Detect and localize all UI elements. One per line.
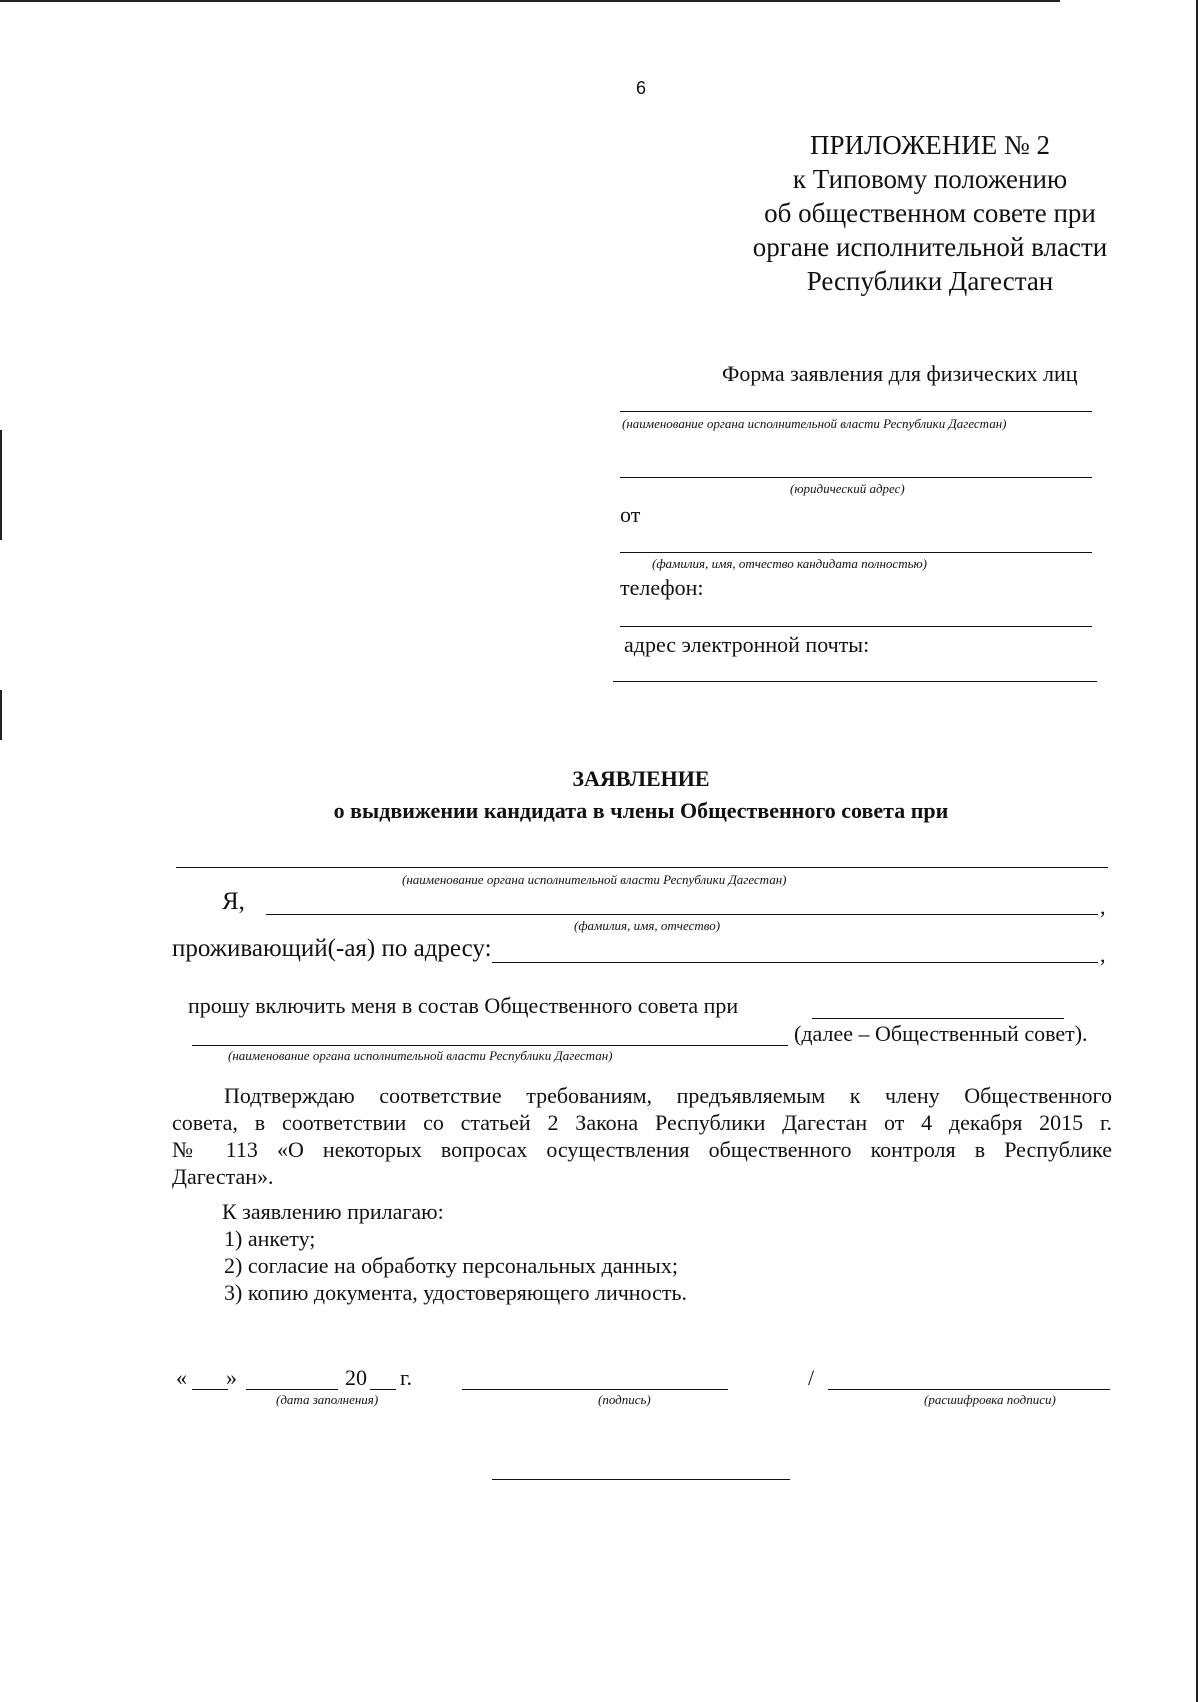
scan-left-mark: [0, 430, 2, 540]
attachment-item: 2) согласие на обработку персональных данных;: [224, 1253, 678, 1278]
statement-organ-line[interactable]: [176, 867, 1108, 868]
organ-name-caption: (наименование органа исполнительной власти Республики Дагестан): [622, 416, 1007, 431]
date-quote-close: »: [226, 1365, 237, 1390]
email-line[interactable]: [613, 681, 1097, 682]
residence-comma: ,: [1100, 942, 1106, 967]
date-day-line[interactable]: [192, 1389, 228, 1390]
applicant-fio-caption: (фамилия, имя, отчество): [574, 918, 721, 933]
fio-comma: ,: [1100, 894, 1106, 919]
request-organ-line-2[interactable]: [192, 1045, 788, 1046]
signature-line[interactable]: [462, 1389, 728, 1390]
appendix-title: ПРИЛОЖЕНИЕ № 2: [809, 130, 1051, 160]
residence-address-line[interactable]: [492, 962, 1098, 963]
signature-decode-line[interactable]: [828, 1389, 1110, 1390]
appendix-line: об общественном совете при: [764, 198, 1096, 228]
attachments-block: [224, 1198, 687, 1306]
confirmation-line: Дагестан».: [172, 1164, 274, 1189]
confirmation-line: Подтверждаю соответствие требованиям, предъявляемым к члену Общественного: [224, 1083, 1112, 1108]
statement-organ-caption: (наименование органа исполнительной власти Республики Дагестан): [402, 872, 787, 887]
email-label: адрес электронной почты:: [624, 632, 870, 657]
scan-top-edge: [0, 0, 1060, 2]
date-month-line[interactable]: [246, 1389, 338, 1390]
date-year-prefix: 20: [345, 1365, 367, 1390]
date-quote-open: «: [176, 1365, 187, 1390]
page-number: 6: [636, 78, 647, 98]
organ-name-line[interactable]: [620, 411, 1092, 412]
request-text: прошу включить меня в состав Общественного совета при: [188, 993, 739, 1018]
confirmation-line: № 113 «О некоторых вопросах осуществления общественного контроля в Республике: [172, 1137, 1112, 1162]
statement-subtitle: о выдвижении кандидата в члены Общественного совета при: [333, 798, 949, 823]
signature-caption: (подпись): [598, 1392, 651, 1407]
statement-title: ЗАЯВЛЕНИЕ: [572, 766, 710, 791]
appendix-line: к Типовому положению: [792, 164, 1068, 194]
request-organ-line-1[interactable]: [812, 1018, 1064, 1019]
scan-right-edge: [1196, 0, 1198, 1702]
request-tail: (далее – Общественный совет).: [794, 1021, 1088, 1046]
candidate-fio-line[interactable]: [620, 552, 1092, 553]
appendix-line: органе исполнительной власти: [752, 232, 1108, 262]
date-year-line[interactable]: [370, 1389, 396, 1390]
form-title: Форма заявления для физических лиц: [722, 361, 1078, 386]
phone-line[interactable]: [620, 626, 1092, 627]
scan-left-mark-2: [0, 690, 2, 740]
signature-slash: /: [808, 1365, 815, 1390]
confirmation-line: совета, в соответствии со статьей 2 Закона Республики Дагестан от 4 декабря 2015 г.: [172, 1110, 1112, 1135]
signature-decode-caption: (расшифровка подписи): [924, 1392, 1056, 1407]
date-year-suffix: г.: [400, 1365, 413, 1390]
legal-address-line[interactable]: [620, 477, 1092, 478]
applicant-fio-line[interactable]: [266, 914, 1098, 915]
closing-separator: [492, 1479, 790, 1480]
i-label: Я,: [222, 888, 245, 915]
residence-label: проживающий(-ая) по адресу:: [172, 935, 492, 962]
date-caption: (дата заполнения): [276, 1392, 379, 1407]
phone-label: телефон:: [620, 575, 704, 600]
candidate-fio-caption: (фамилия, имя, отчество кандидата полностью): [652, 556, 927, 571]
from-label: от: [620, 502, 641, 527]
attachment-item: 1) анкету;: [224, 1226, 316, 1251]
attachment-item: 3) копию документа, удостоверяющего личность.: [224, 1280, 688, 1305]
attachments-intro: К заявлению прилагаю:: [222, 1199, 444, 1224]
confirmation-paragraph: [172, 1082, 1112, 1190]
appendix-block: [700, 128, 1160, 298]
legal-address-caption: (юридический адрес): [790, 481, 905, 496]
appendix-line: Республики Дагестан: [806, 266, 1054, 296]
request-organ-caption: (наименование органа исполнительной власти Республики Дагестан): [228, 1048, 613, 1063]
